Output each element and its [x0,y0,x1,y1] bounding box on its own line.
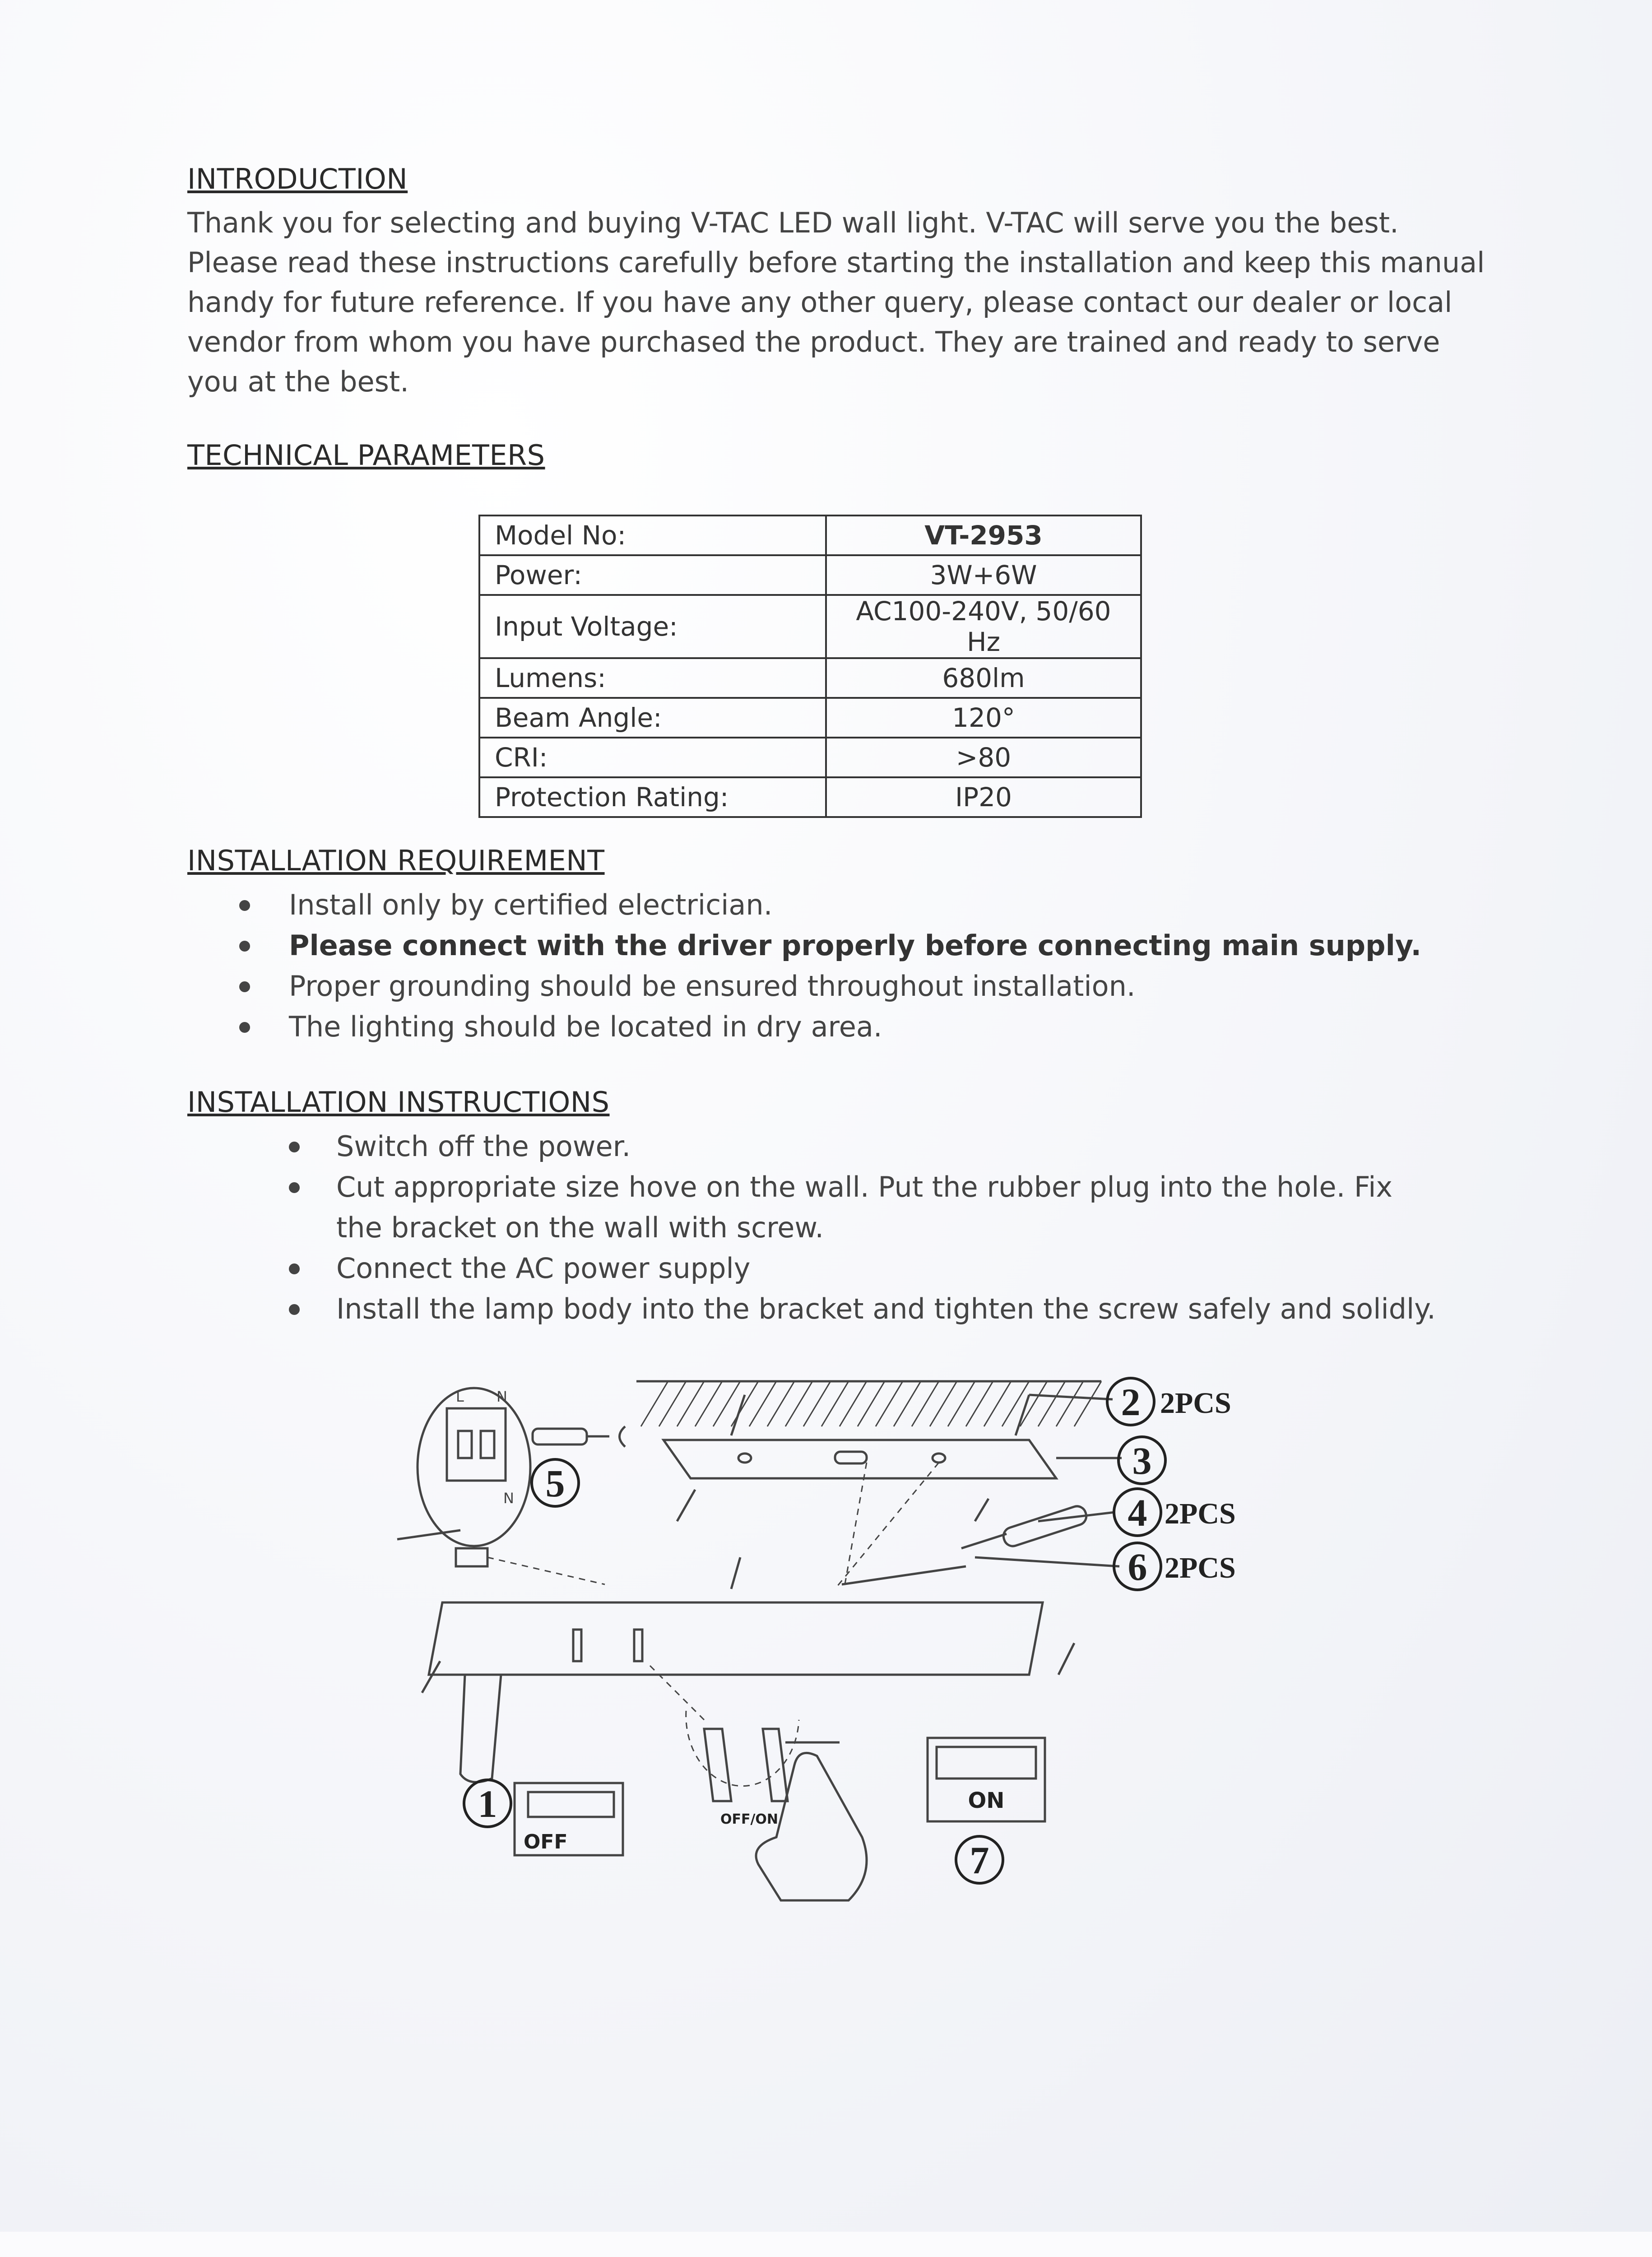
table-row [479,777,1141,817]
lamp-body-icon [429,1602,1043,1782]
installation-diagram [388,1368,1336,2257]
callout-number: 4 [1128,1491,1147,1534]
callout-qty: 2PCS [1165,1551,1236,1584]
svg-text:N: N [497,1388,507,1405]
list-item: Install only by certified electrician. [239,885,1421,925]
list-item: Connect the AC power supply [289,1248,1440,1289]
list-item: The lighting should be located in dry area. [239,1007,1421,1047]
off-on-label: OFF/ON [720,1811,779,1827]
driver-icon [397,1388,625,1584]
spec-value: >80 [826,738,1141,777]
list-item: Please connect with the driver properly before connecting main supply. [239,925,1421,966]
screw-icon [677,1395,1029,1521]
instructions-heading: INSTALLATION INSTRUCTIONS [187,1086,610,1119]
callout-number: 7 [970,1839,989,1882]
bullet-icon [239,981,250,992]
wall-hatch-icon [636,1381,1101,1426]
list-item: Install the lamp body into the bracket and tighten the screw safely and solidly. [289,1289,1440,1329]
bracket-icon [664,1440,1056,1478]
callout-number: 1 [478,1782,497,1825]
callout-number: 5 [545,1462,565,1505]
callout-qty: 2PCS [1165,1497,1236,1530]
bullet-icon [239,1022,250,1033]
spec-label: Lumens: [479,658,826,698]
table-row [479,555,1141,595]
bullet-icon [289,1182,300,1193]
bullet-icon [289,1263,300,1274]
off-label: OFF [524,1830,568,1853]
list-item: Switch off the power. [289,1126,1440,1167]
spec-value: AC100-240V, 50/60 Hz [826,595,1141,658]
callout-number: 3 [1132,1439,1152,1482]
spec-value: 120° [826,698,1141,738]
table-row [479,595,1141,658]
table-row [479,515,1141,555]
table-row [479,698,1141,738]
spec-value: 680lm [826,658,1141,698]
requirement-heading: INSTALLATION REQUIREMENT [187,844,605,877]
table-row [479,658,1141,698]
bullet-icon [239,900,250,911]
spec-label: Model No: [479,515,826,555]
requirement-list [239,885,1421,1047]
spec-label: Protection Rating: [479,777,826,817]
callout-qty: 2PCS [1160,1387,1231,1420]
spec-value: 3W+6W [826,555,1141,595]
callout-number: 6 [1128,1545,1147,1588]
spec-table [478,515,1142,818]
spec-value: VT-2953 [826,515,1141,555]
spec-label: Input Voltage: [479,595,826,658]
svg-text:L: L [456,1388,464,1405]
callout-number: 2 [1121,1380,1141,1424]
table-row [479,738,1141,777]
list-item: Proper grounding should be ensured throughout installation. [239,966,1421,1007]
bullet-icon [289,1142,300,1152]
bullet-icon [239,941,250,952]
bullet-icon [289,1304,300,1315]
on-label: ON [968,1788,1005,1813]
spec-label: Beam Angle: [479,698,826,738]
spec-value: IP20 [826,777,1141,817]
list-item: Cut appropriate size hove on the wall. Put the rubber plug into the hole. Fix the bracket on the wall with screw. [289,1167,1440,1248]
svg-text:N: N [503,1490,514,1507]
introduction-text: Thank you for selecting and buying V-TAC LED wall light. V-TAC will serve you the best. Please read these instructions carefully before starting the installation and keep this manual handy for future reference. If you have any other query, please contact our dealer or local vendor from whom you have purchased the product. They are trained and ready to serve you at the best. [187,206,1485,398]
introduction-heading: INTRODUCTION [187,163,408,195]
spec-label: Power: [479,555,826,595]
technical-heading: TECHNICAL PARAMETERS [187,439,545,472]
spec-label: CRI: [479,738,826,777]
instructions-list [289,1126,1440,1329]
